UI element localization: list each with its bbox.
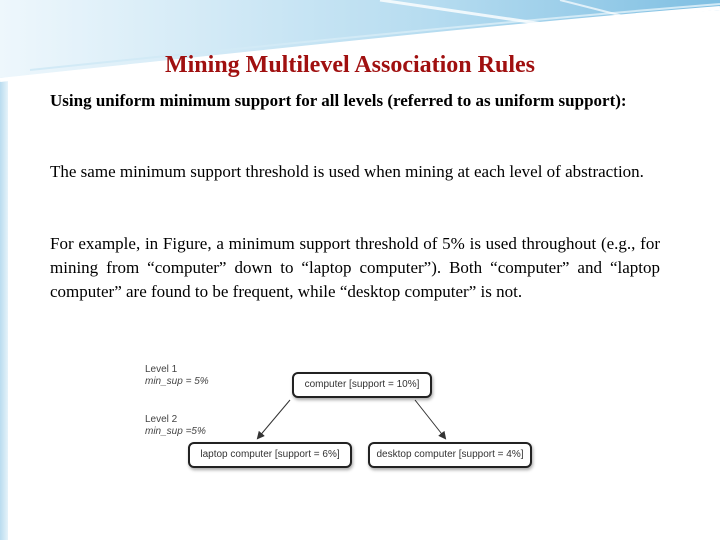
- level-1-min-sup: min_sup = 5%: [145, 376, 209, 387]
- level-1-name: Level 1: [145, 364, 178, 375]
- arrow-to-desktop: [415, 400, 445, 438]
- concept-hierarchy-figure: [140, 352, 535, 472]
- slide-title: Mining Multilevel Association Rules: [164, 52, 535, 78]
- paragraph-uniform-support: Using uniform minimum support for all levels (referred to as uniform support):: [50, 91, 627, 110]
- node-laptop-computer: laptop computer [support = 6%]: [188, 442, 352, 468]
- node-desktop-computer: desktop computer [support = 4%]: [368, 442, 532, 468]
- level-2-name: Level 2: [145, 414, 178, 425]
- level-2-min-sup: min_sup =5%: [145, 426, 206, 437]
- node-computer: computer [support = 10%]: [292, 372, 432, 398]
- arrow-to-laptop: [258, 400, 290, 438]
- paragraph-same-threshold: The same minimum support threshold is used when mining at each level of abstraction.: [50, 162, 644, 181]
- paragraph-example: For example, in Figure, a minimum support threshold of 5% is used throughout (e.g., for mining from “computer” down to “laptop computer”). Both “computer” and “laptop computer” are found to be frequent, while “desktop computer” is not.: [50, 234, 660, 301]
